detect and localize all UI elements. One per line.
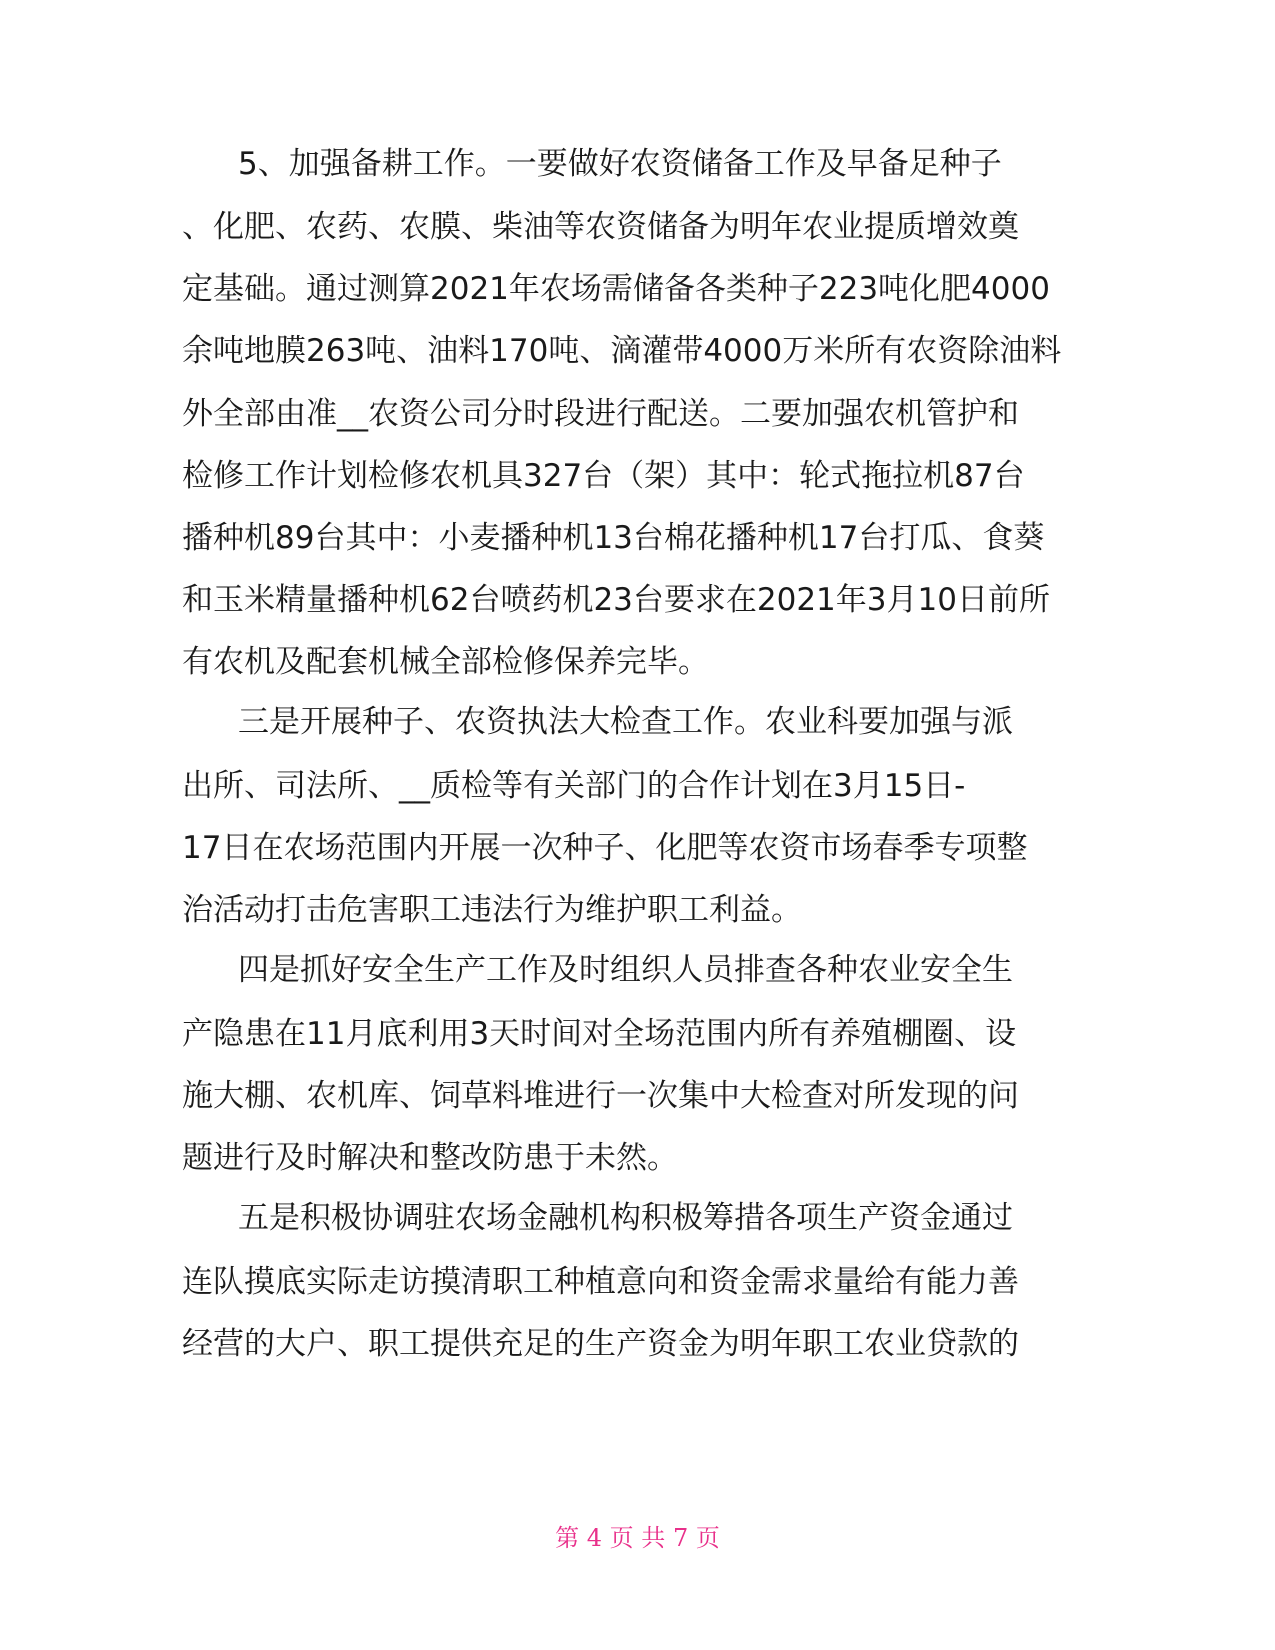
text-line-content: 5、加强备耕工作。一要做好农资储备工作及早备足种子 <box>238 146 1002 182</box>
text-line <box>0 1260 1275 1304</box>
text-line-content: 四是抓好安全生产工作及时组织人员排查各种农业安全生 <box>238 952 1013 988</box>
text-line <box>0 764 1275 808</box>
text-line-content: 定基础。通过测算2021年农场需储备各类种子223吨化肥4000 <box>182 271 1050 307</box>
text-line <box>0 1074 1275 1118</box>
text-line <box>0 516 1275 560</box>
text-line-content: 经营的大户、职工提供充足的生产资金为明年职工农业贷款的 <box>182 1326 1019 1362</box>
text-line-content: 连队摸底实际走访摸清职工种植意向和资金需求量给有能力善 <box>182 1264 1019 1300</box>
text-line <box>0 700 1275 744</box>
text-line-content: 检修工作计划检修农机具327台（架）其中：轮式拖拉机87台 <box>182 458 1025 494</box>
text-line-content: 治活动打击危害职工违法行为维护职工利益。 <box>182 892 802 928</box>
text-line-content: 施大棚、农机库、饲草料堆进行一次集中大检查对所发现的问 <box>182 1078 1019 1114</box>
text-line-content: 五是积极协调驻农场金融机构积极筹措各项生产资金通过 <box>238 1200 1013 1236</box>
text-line <box>0 1322 1275 1366</box>
text-line <box>0 267 1275 311</box>
text-line-content: 外全部由准__农资公司分时段进行配送。二要加强农机管护和 <box>182 396 1019 432</box>
text-line-content: 出所、司法所、__质检等有关部门的合作计划在3月15日- <box>182 768 966 804</box>
text-line-content: 产隐患在11月底利用3天时间对全场范围内所有养殖棚圈、设 <box>182 1016 1017 1052</box>
text-line <box>0 454 1275 498</box>
text-line <box>0 948 1275 992</box>
text-line <box>0 1012 1275 1056</box>
text-line-content: 和玉米精量播种机62台喷药机23台要求在2021年3月10日前所 <box>182 582 1050 618</box>
text-line-content: 播种机89台其中：小麦播种机13台棉花播种机17台打瓜、食葵 <box>182 520 1045 556</box>
text-line <box>0 826 1275 870</box>
text-line-content: 余吨地膜263吨、油料170吨、滴灌带4000万米所有农资除油料 <box>182 333 1062 369</box>
text-line-content: 、化肥、农药、农膜、柴油等农资储备为明年农业提质增效奠 <box>182 209 1019 245</box>
text-line-content: 题进行及时解决和整改防患于未然。 <box>182 1140 678 1176</box>
page-number-footer: 第 4 页 共 7 页 <box>555 1524 720 1552</box>
text-line <box>0 640 1275 684</box>
text-line-content: 17日在农场范围内开展一次种子、化肥等农资市场春季专项整 <box>182 830 1028 866</box>
text-line <box>0 888 1275 932</box>
text-line-content: 有农机及配套机械全部检修保养完毕。 <box>182 644 709 680</box>
text-line <box>0 1136 1275 1180</box>
text-line <box>0 392 1275 436</box>
text-line <box>0 1196 1275 1240</box>
text-line <box>0 205 1275 249</box>
text-line-content: 三是开展种子、农资执法大检查工作。农业科要加强与派 <box>238 704 1013 740</box>
text-line <box>0 142 1275 186</box>
text-line <box>0 329 1275 373</box>
text-line <box>0 578 1275 622</box>
